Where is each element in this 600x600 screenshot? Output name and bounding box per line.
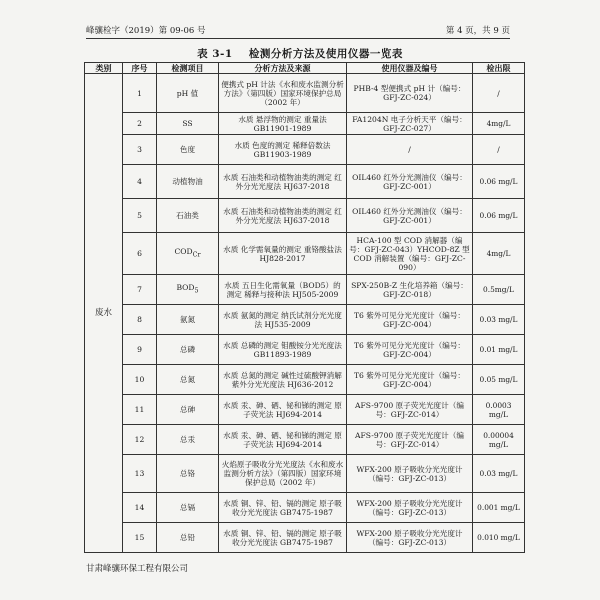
table-row [85,113,525,135]
instrument-cell: AFS-9700 原子荧光光度计（编号：GFJ-ZC-014） [347,425,473,455]
item-name: 氨氮 [179,315,196,324]
instrument-cell: HCA-100 型 COD 消解器（编号：GFJ-ZC-043）YHCOD-8Z 型 COD 消解装置（编号：GFJ-ZC-090） [347,233,473,275]
method-cell: 水质 化学需氧量的测定 重铬酸盐法 HJ828-2017 [219,233,347,275]
item-cell [157,199,219,233]
item-name: pH 值 [176,88,199,98]
instrument-cell: OIL460 红外分光测油仪（编号：GFJ-ZC-001） [347,165,473,199]
item-cell [157,455,219,493]
category-cell: 废水 [85,74,123,553]
table-row [85,305,525,335]
limit-cell: 0.05 mg/L [473,365,525,395]
item-subscript: 5 [194,287,199,295]
table-row [85,455,525,493]
limit-cell: 0.06 mg/L [473,165,525,199]
method-cell: 水质 汞、砷、硒、铋和锑的测定 原子荧光法 HJ694-2014 [219,425,347,455]
limit-cell: 0.06 mg/L [473,199,525,233]
item-cell [157,523,219,553]
row-number: 14 [123,493,157,523]
column-header: 分析方法及来源 [219,63,347,74]
instrument-cell: T6 紫外可见分光光度计（编号：GFJ-ZC-004） [347,365,473,395]
page-info: 第 4 页，共 9 页 [445,26,510,36]
limit-cell: 0.0003 mg/L [473,395,525,425]
table-title-text: 检测分析方法及使用仪器一览表 [248,48,403,60]
item-cell [157,113,219,135]
table-row [85,335,525,365]
item-name: COD [174,247,193,257]
method-cell: 便携式 pH 计法《水和废水监测分析方法》（第四版）国家环境保护总局（2002 年） [219,74,347,113]
table-row [85,135,525,165]
instrument-cell: T6 紫外可见分光光度计（编号：GFJ-ZC-004） [347,305,473,335]
row-number: 1 [123,74,157,113]
column-header: 使用仪器及编号 [347,63,473,74]
item-name: BOD [176,283,195,293]
instrument-cell: WFX-200 原子吸收分光光度计（编号：GFJ-ZC-013） [347,523,473,553]
instrument-cell: WFX-200 原子吸收分光光度计（编号：GFJ-ZC-013） [347,493,473,523]
row-number: 12 [123,425,157,455]
limit-cell: 0.03 mg/L [473,305,525,335]
column-header: 类别 [85,63,123,74]
item-name: 石油类 [176,211,199,220]
item-cell [157,305,219,335]
method-cell: 水质 氨氮的测定 纳氏试剂分光光度法 HJ535-2009 [219,305,347,335]
method-table [84,62,525,553]
limit-cell: 4mg/L [473,113,525,135]
table-row [85,165,525,199]
column-header: 检出限 [473,63,525,74]
limit-cell: / [473,74,525,113]
table-number: 表 3-1 [197,48,233,60]
instrument-cell: WFX-200 原子吸收分光光度计（编号：GFJ-ZC-013） [347,455,473,493]
method-cell: 水质 总磷的测定 钼酸铵分光光度法 GB11893-1989 [219,335,347,365]
limit-cell: 0.00004 mg/L [473,425,525,455]
item-cell [157,365,219,395]
item-name: 总汞 [179,435,196,444]
method-cell: 水质 铜、锌、铅、镉的测定 原子吸收分光光度法 GB7475-1987 [219,523,347,553]
limit-cell: 4mg/L [473,233,525,275]
row-number: 4 [123,165,157,199]
instrument-cell: FA1204N 电子分析天平（编号：GFJ-ZC-027） [347,113,473,135]
table-row [85,199,525,233]
method-cell: 水质 总氮的测定 碱性过硫酸钾消解紫外分光光度法 HJ636-2012 [219,365,347,395]
row-number: 6 [123,233,157,275]
row-number: 8 [123,305,157,335]
table-row [85,275,525,305]
instrument-cell: SPX-250B-Z 生化培养箱（编号：GFJ-ZC-018） [347,275,473,305]
row-number: 10 [123,365,157,395]
column-header: 检测项目 [157,63,219,74]
row-number: 9 [123,335,157,365]
table-row [85,395,525,425]
item-name: 总镉 [179,503,196,512]
table-row [85,74,525,113]
method-cell: 水质 五日生化需氧量（BOD5）的测定 稀释与接种法 HJ505-2009 [219,275,347,305]
item-name: 总砷 [179,405,196,414]
limit-cell: / [473,135,525,165]
method-cell: 水质 色度的测定 稀释倍数法 GB11903-1989 [219,135,347,165]
item-subscript: Cr [192,251,201,259]
table-body [85,74,525,553]
item-name: 色度 [179,145,196,154]
row-number: 5 [123,199,157,233]
instrument-cell: / [347,135,473,165]
row-number: 3 [123,135,157,165]
method-cell: 火焰原子吸收分光光度法《水和废水监测分析方法》（第四版）国家环境保护总局（2002 年） [219,455,347,493]
item-cell [157,165,219,199]
row-number: 7 [123,275,157,305]
method-cell: 水质 悬浮物的测定 重量法 GB11901-1989 [219,113,347,135]
item-cell [157,233,219,275]
method-cell: 水质 汞、砷、硒、铋和锑的测定 原子荧光法 HJ694-2014 [219,395,347,425]
item-name: 总铬 [179,469,196,478]
method-cell: 水质 石油类和动植物油类的测定 红外分光光度法 HJ637-2018 [219,165,347,199]
item-cell [157,275,219,305]
limit-cell: 0.001 mg/L [473,493,525,523]
item-cell [157,74,219,113]
table-row [85,233,525,275]
row-number: 2 [123,113,157,135]
column-header: 序号 [123,63,157,74]
row-number: 11 [123,395,157,425]
item-name: 总铅 [179,533,196,542]
table-header-row [85,63,525,74]
item-name: 总氮 [179,375,196,384]
item-name: 总磷 [179,345,196,354]
instrument-cell: T6 紫外可见分光光度计（编号：GFJ-ZC-004） [347,335,473,365]
item-cell [157,395,219,425]
item-cell [157,493,219,523]
row-number: 13 [123,455,157,493]
table-row [85,425,525,455]
method-cell: 水质 铜、锌、铅、镉的测定 原子吸收分光光度法 GB7475-1987 [219,493,347,523]
table-row [85,365,525,395]
table-row [85,493,525,523]
row-number: 15 [123,523,157,553]
report-number: 峰骧检字（2019）第 09-06 号 [86,26,206,36]
limit-cell: 0.5mg/L [473,275,525,305]
limit-cell: 0.03 mg/L [473,455,525,493]
item-name: 动植物油 [172,177,203,186]
table-row [85,523,525,553]
instrument-cell: AFS-9700 原子荧光光度计（编号：GFJ-ZC-014） [347,395,473,425]
limit-cell: 0.010 mg/L [473,523,525,553]
instrument-cell: PHB-4 型便携式 pH 计（编号：GFJ-ZC-024） [347,74,473,113]
item-cell [157,425,219,455]
method-cell: 水质 石油类和动植物油类的测定 红外分光光度法 HJ637-2018 [219,199,347,233]
company-footer: 甘肃峰骧环保工程有限公司 [86,564,189,574]
instrument-cell: OIL460 红外分光测油仪（编号：GFJ-ZC-001） [347,199,473,233]
item-name: SS [182,119,193,128]
page-header [86,24,510,39]
item-cell [157,335,219,365]
limit-cell: 0.01 mg/L [473,335,525,365]
item-cell [157,135,219,165]
table-title [0,46,600,61]
